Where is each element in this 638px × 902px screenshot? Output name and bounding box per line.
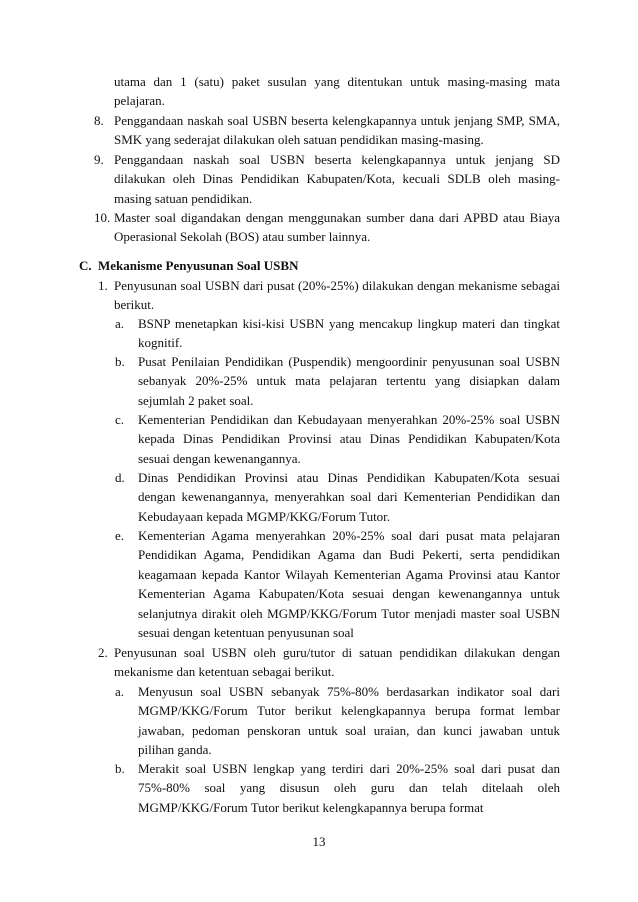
sub-item: [138, 682, 560, 760]
sub-item-letter: e.: [115, 528, 125, 543]
item-text: utama dan 1 (satu) paket susulan yang ditentukan untuk masing-masing mata pelajaran.: [114, 74, 560, 109]
sub-item-text: Menyusun soal USBN sebanyak 75%-80% berdasarkan indikator soal dari MGMP/KKG/Forum Tutor berikut kelengkapannya berupa format lembar jawaban, pedoman penskoran untuk soal uraian, dan kunci jawaban untuk pilihan ganda.: [138, 684, 560, 758]
sub-item-text: Kementerian Agama menyerahkan 20%-25% soal dari pusat mata pelajaran Pendidikan Agama, Pendidikan Agama dan Budi Pekerti, serta pendidikan keagamaan kepada Kantor Wilayah Kementerian Agama Provinsi atau Kantor Kementerian Agama Kabupaten/Kota sesuai dengan kewenangannya untuk selanjutnya dirakit oleh MGMP/KKG/Forum Tutor menjadi master soal USBN sesuai dengan ketentuan penyusunan soal: [138, 528, 560, 641]
item-text: Penggandaan naskah soal USBN beserta kelengkapannya untuk jenjang SMP, SMA, SMK yang sederajat dilakukan oleh satuan pendidikan masing-masing.: [114, 113, 560, 148]
sub-item: [138, 526, 560, 642]
list-item: [114, 208, 560, 247]
sub-item: [138, 314, 560, 353]
list-item: [114, 276, 560, 315]
item-text: Penggandaan naskah soal USBN beserta kelengkapannya untuk jenjang SD dilakukan oleh Dinas Pendidikan Kabupaten/Kota, kecuali SDLB oleh masing-masing satuan pendidikan.: [114, 152, 560, 206]
sub-item-letter: c.: [115, 412, 125, 427]
sub-item-text: Kementerian Pendidikan dan Kebudayaan menyerahkan 20%-25% soal USBN kepada Dinas Pendidikan Provinsi atau Dinas Pendidikan Kabupaten/Kota sesuai dengan kewenangannya.: [138, 412, 560, 466]
sub-item: [138, 468, 560, 526]
item-text: Master soal digandakan dengan menggunakan sumber dana dari APBD atau Biaya Operasional Sekolah (BOS) atau sumber lainnya.: [114, 210, 560, 245]
sub-item-letter: d.: [115, 470, 125, 485]
sub-item-text: Merakit soal USBN lengkap yang terdiri dari 20%-25% soal dari pusat dan 75%-80% soal yang disusun oleh guru dan telah ditelaah oleh MGMP/KKG/Forum Tutor berikut kelengkapannya berupa format: [138, 761, 560, 815]
sub-item-text: BSNP menetapkan kisi-kisi USBN yang mencakup lingkup materi dan tingkat kognitif.: [138, 316, 560, 351]
sub-item-letter: b.: [115, 761, 125, 776]
sub-item-text: Dinas Pendidikan Provinsi atau Dinas Pendidikan Kabupaten/Kota sesuai dengan kewenangannya, menyerahkan soal dari Kementerian Pendidikan dan Kebudayaan kepada MGMP/KKG/Forum Tutor.: [138, 470, 560, 524]
sub-item: [138, 352, 560, 410]
page-number: 13: [312, 834, 326, 849]
list-item: [114, 643, 560, 682]
item-number: 1.: [98, 278, 108, 293]
item-number: 9.: [94, 152, 104, 167]
item-text: Penyusunan soal USBN oleh guru/tutor di satuan pendidikan dilakukan dengan mekanisme dan ketentuan sebagai berikut.: [114, 645, 560, 680]
item-number: 2.: [98, 645, 108, 660]
item-text: Penyusunan soal USBN dari pusat (20%-25%) dilakukan dengan mekanisme sebagai berikut.: [114, 278, 560, 313]
item-7-continuation: [114, 72, 560, 111]
sub-item: [138, 759, 560, 817]
sub-item: [138, 410, 560, 468]
list-item: [114, 111, 560, 150]
item-number: 8.: [94, 113, 104, 128]
section-letter: C.: [79, 258, 92, 273]
sub-item-letter: a.: [115, 316, 125, 331]
sub-item-letter: b.: [115, 354, 125, 369]
list-item: [114, 150, 560, 208]
sub-item-text: Pusat Penilaian Pendidikan (Puspendik) mengoordinir penyusunan soal USBN sebanyak 20%-25% untuk mata pelajaran tertentu yang disiapkan dalam sejumlah 2 paket soal.: [138, 354, 560, 408]
sub-item-letter: a.: [115, 684, 125, 699]
item-number: 10.: [94, 210, 111, 225]
section-title: Mekanisme Penyusunan Soal USBN: [98, 258, 299, 273]
